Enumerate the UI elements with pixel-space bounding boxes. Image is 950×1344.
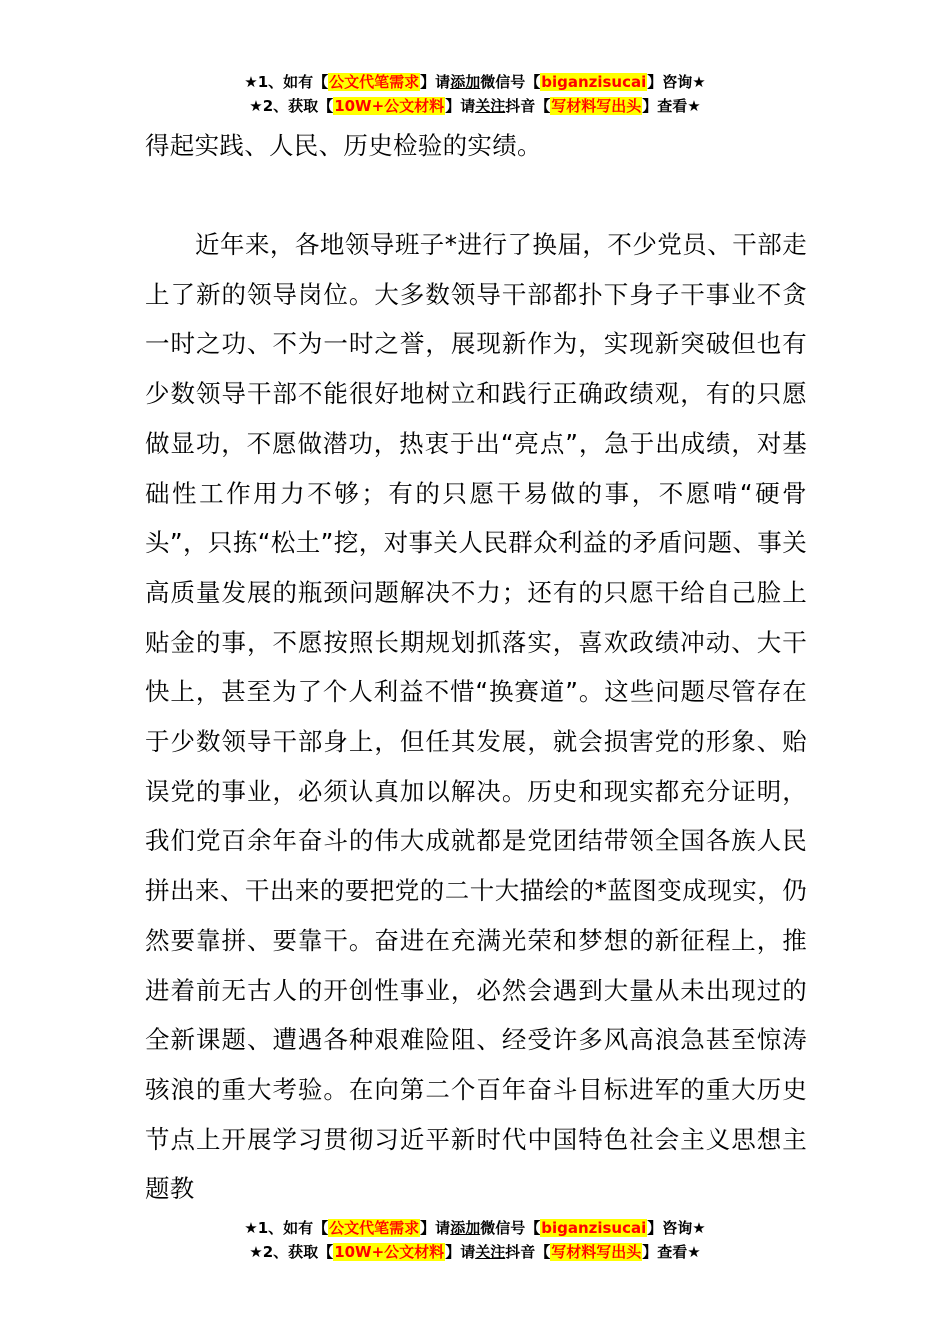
header-banner <box>0 70 950 118</box>
highlight-wechat: biganzisucai <box>541 73 647 91</box>
highlight-account: 写材料写出头 <box>551 1243 642 1261</box>
footer-banner <box>0 1216 950 1264</box>
highlight-account: 写材料写出头 <box>551 97 642 115</box>
banner-line-1: ★1、如有【公文代笔需求】请添加微信号【biganzisucai】咨询★ <box>244 1219 706 1237</box>
highlight-material: 10W+公文材料 <box>334 97 445 115</box>
highlight-material: 10W+公文材料 <box>334 1243 445 1261</box>
highlight-need: 公文代笔需求 <box>329 1219 420 1237</box>
body-paragraph: 近年来，各地领导班子*进行了换届，不少党员、干部走上了新的领导岗位。大多数领导干部都扑下身子干事业不贪一时之功、不为一时之誉，展现新作为，实现新突破但也有少数领导干部不能很好地树立和践行正确政绩观，有的只愿做显功，不愿做潜功，热衷于出“亮点”，急于出成绩，对基础性工作用力不够；有的只愿干易做的事，不愿啃“硬骨头”，只拣“松土”挖，对事关人民群众利益的矛盾问题、事关高质量发展的瓶颈问题解决不力；还有的只愿干给自己脸上贴金的事，不愿按照长期规划抓落实，喜欢政绩冲动、大干快上，甚至为了个人利益不惜“换赛道”。这些问题尽管存在于少数领导干部身上，但任其发展，就会损害党的形象、贻误党的事业，必须认真加以解决。历史和现实都充分证明，我们党百余年奋斗的伟大成就都是党团结带领全国各族人民拼出来、干出来的要把党的二十大描绘的*蓝图变成现实，仍然要靠拼、要靠干。奋进在充满光荣和梦想的新征程上，推进着前无古人的开创性事业，必然会遇到大量从未出现过的全新课题、遭遇各种艰难险阻、经受许多风高浪急甚至惊涛骇浪的重大考验。在向第二个百年奋斗目标进军的重大历史节点上开展学习贯彻习近平新时代中国特色社会主义思想主题教 <box>145 230 807 1204</box>
highlight-need: 公文代笔需求 <box>329 73 420 91</box>
highlight-wechat: biganzisucai <box>541 1219 647 1237</box>
banner-line-2: ★2、获取【10W+公文材料】请关注抖音【写材料写出头】查看★ <box>249 1243 701 1261</box>
continuation-line: 得起实践、人民、历史检验的实绩。 <box>145 131 542 160</box>
banner-line-2: ★2、获取【10W+公文材料】请关注抖音【写材料写出头】查看★ <box>249 97 701 115</box>
banner-line-1: ★1、如有【公文代笔需求】请添加微信号【biganzisucai】咨询★ <box>244 73 706 91</box>
